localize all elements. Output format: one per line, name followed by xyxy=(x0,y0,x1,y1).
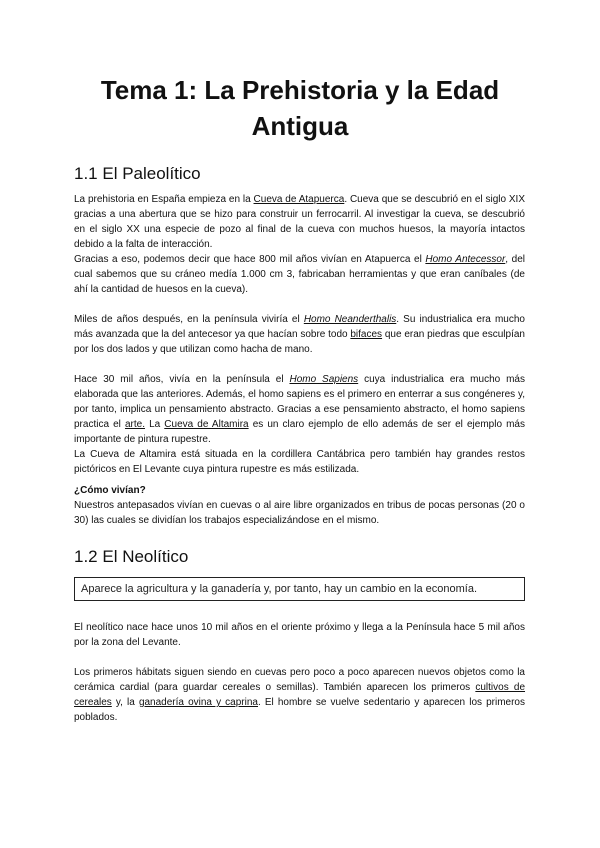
highlight-callout: Aparece la agricultura y la ganadería y, por tanto, hay un cambio en la economía. xyxy=(74,577,525,601)
section-body-neolitico xyxy=(74,620,525,725)
link-ganaderia-ovina-caprina[interactable]: ganadería ovina y caprina xyxy=(138,697,258,708)
paragraph: Nuestros antepasados vivían en cuevas o al aire libre organizados en tribus de pocas personas (20 o 30) las cuales se dividían los trabajos especializándose en el mismo. xyxy=(74,500,525,526)
link-cueva-altamira[interactable]: Cueva de Altamira xyxy=(164,419,249,430)
link-cueva-atapuerca[interactable]: Cueva de Atapuerca xyxy=(253,194,345,205)
paragraph: La prehistoria en España empieza en la Cueva de Atapuerca. Cueva que se descubrió en el siglo XIX gracias a una abertura que se hizo para construir un ferrocarril. Al investigar la cueva, se descubrió en el siglo XX una especie de pozo al final de la cueva con muchos huesos, la mayoría intactos debido a la falta de interacción. xyxy=(74,194,526,250)
section-heading-paleolitico: 1.1 El Paleolítico xyxy=(74,164,201,183)
paragraph: La Cueva de Altamira está situada en la cordillera Cantábrica pero también hay grandes restos pictóricos en El Levante cuya pintura rupestre es más estilizada. xyxy=(74,449,525,475)
link-arte[interactable]: arte. xyxy=(124,419,145,430)
como-vivian-block xyxy=(74,483,525,528)
paragraph: El neolítico nace hace unos 10 mil años en el oriente próximo y llega a la Península hace 5 mil años por la zona del Levante. xyxy=(74,622,525,648)
section-heading-neolitico: 1.2 El Neolítico xyxy=(74,547,189,566)
paragraph: Miles de años después, en la península viviría el Homo Neanderthalis. Su industrialica era mucho más avanzada que la del antecesor ya que hacían sobre todo bifaces que eran piedras que esculpían por los dos lados y que utilizan como hacha de mano. xyxy=(74,314,525,355)
paragraph: Los primeros hábitats siguen siendo en cuevas pero poco a poco aparecen nuevos objetos como la cerámica cardial (para guardar cereales o semillas). También aparecen los primeros cultivos de cereales y, la ganadería ovina y caprina. El hombre se vuelve sedentario y aparecen los primeros poblados. xyxy=(74,667,526,723)
page-title: Tema 1: La Prehistoria y la Edad Antigua xyxy=(100,75,500,141)
link-cultivos-cereales[interactable]: cultivos de cereales xyxy=(74,682,526,708)
link-homo-neanderthalis[interactable]: Homo Neanderthalis xyxy=(303,314,397,325)
subheading-como-vivian: ¿Cómo vivían? xyxy=(74,485,146,496)
link-homo-antecessor[interactable]: Homo Antecessor xyxy=(425,254,506,265)
link-homo-sapiens[interactable]: Homo Sapiens xyxy=(289,374,359,385)
paragraph: Gracias a eso, podemos decir que hace 800 mil años vivían en Atapuerca el Homo Antecessor, del cual sabemos que su cráneo medía 1.000 cm 3, fabricaban herramientas y que eran caníbales (de ahí la cantidad de huesos en la cueva). xyxy=(74,254,525,295)
section-body-paleolitico xyxy=(74,192,525,477)
paragraph: Hace 30 mil años, vivía en la península el Homo Sapiens cuya industrialica era mucho más elaborada que las anteriores. Además, el homo sapiens es el primero en enterrar a sus congéneres y, por tanto, implica un pensamiento abstracto. Gracias a ese pensamiento abstracto, el homo sapiens practica el arte. La Cueva de Altamira es un claro ejemplo de ello además de ser el ejemplo más importante de pintura rupestre. xyxy=(74,374,525,445)
link-bifaces[interactable]: bifaces xyxy=(350,329,383,340)
